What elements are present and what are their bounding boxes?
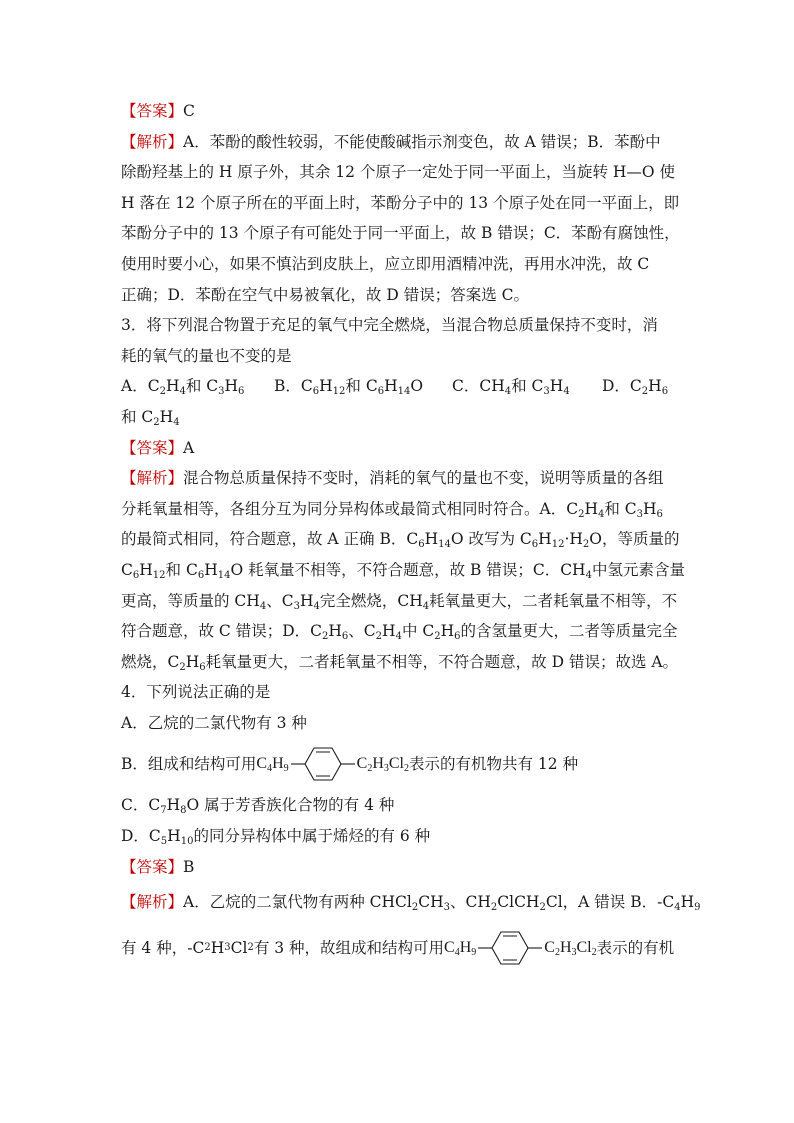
q3-analysis-line-5: 更高，等质量的 $CH_4$、$C_3H_4$完全燃烧，$CH_4$耗氧量更大，二者耗氧量不相等，不: [121, 591, 678, 612]
q4-answer: B: [183, 857, 195, 876]
q3-analysis-line-7: 燃烧，$C_2H_6$耗氧量更大，二者耗氧量不相等，不符合题意，故 D 错误；故选 A。: [121, 652, 679, 673]
q3-analysis-line-4: $C_6H_{12}$和 $C_6H_{14}O$ 耗氧量不相等，不符合题意，故 B 错误；C．$CH_4$中氢元素含量: [121, 560, 685, 581]
q2-answer: C: [183, 102, 195, 120]
q4-analysis-line-1: 【解析】A．乙烷的二氯代物有两种 $CHCl_2CH_3$、$CH_2ClCH_2Cl$，A 错误 B．$-C_4H_9$: [121, 893, 701, 914]
q2-analysis-line-2: 除酚羟基上的 H 原子外，其余 12 个原子一定处于同一平面上，当旋转 H—O 使: [121, 163, 676, 182]
q2-analysis-line-4: 苯酚分子中的 13 个原子有可能处于同一平面上，故 B 错误；C．苯酚有腐蚀性，: [121, 224, 680, 243]
q3-analysis-line-2: 分耗氧量相等，各组分互为同分异构体或最简式相同时符合。A．$C_2H_4$和 $C_3H_6$: [121, 499, 663, 520]
benzene-ring-icon: [291, 744, 355, 784]
q2-answer-line: [121, 96, 681, 127]
q4-option-b: B．组成和结构可用 $C_4H_9$ $C_2H_3Cl_2$ 表示的有机物共有 12 种: [121, 738, 681, 790]
q3-analysis-line-6: 符合题意，故 C 错误；D．$C_2H_6$、$C_2H_4$中 $C_2H_6$的含氢量更大，二者等质量完全: [121, 622, 678, 643]
q3-answer: A: [183, 438, 195, 457]
q3-option-d-cont: 和 $C_2H_4$: [121, 407, 180, 428]
q3-option-d: D．$C_2H_6$: [602, 377, 669, 398]
q2-analysis-line-3: H 落在 12 个原子所在的平面上时，苯酚分子中的 13 个原子处在同一平面上，即: [121, 193, 680, 212]
q3-option-c: C．$CH_4$和 $C_3H_4$: [452, 377, 570, 398]
q2-analysis-line-6: 正确；D．苯酚在空气中易被氧化，故 D 错误；答案选 C。: [121, 285, 529, 304]
q4-option-a: A．乙烷的二氯代物有 3 种: [121, 713, 307, 732]
right-substituent: $C_2H_3Cl_2$: [356, 755, 409, 775]
q3-stem-line-2: 耗的氧气的量也不变的是: [121, 346, 292, 365]
analysis-tag: 【解析】: [121, 132, 184, 151]
q3-answer-line: 【答案】A: [121, 438, 195, 457]
q3-stem-line-1: 3．将下列混合物置于充足的氧气中完全燃烧，当混合物总质量保持不变时，消: [121, 316, 658, 335]
q4-analysis-line-2: 有 4 种，-C 2 H 3 Cl 2 有 3 种，故组成和结构可用 $C_4H_9$ $C_2H_3Cl_2$ 表示的有机: [121, 922, 681, 974]
answer-tag: 【答案】: [121, 102, 184, 120]
benzene-ring-icon: [478, 928, 542, 968]
q4-option-c: C．$C_7H_8O$ 属于芳香族化合物的有 4 种: [121, 796, 395, 817]
q4-stem: 4．下列说法正确的是: [121, 683, 271, 702]
document-body: [121, 96, 701, 974]
q3-analysis-line-3: 的最简式相同，符合题意，故 A 正确 B．$C_6H_{14}O$ 改写为 $C_6H_{12}\cdot H_2O$，等质量的: [121, 530, 680, 551]
left-substituent: $C_4H_9$: [256, 755, 289, 775]
q4-answer-line: 【答案】B: [121, 857, 195, 876]
q2-analysis-line-5: 使用时要小心，如果不慎沾到皮肤上，应立即用酒精冲洗，再用水冲洗，故 C: [121, 254, 650, 273]
q2-analysis-line-1: 【解析】A．苯酚的酸性较弱，不能使酸碱指示剂变色，故 A 错误；B．苯酚中: [121, 132, 661, 151]
q3-options: [121, 371, 681, 402]
q3-option-b: B．$C_6H_{12}$和 $C_6H_{14}O$: [274, 377, 424, 398]
right-substituent-2: $C_2H_3Cl_2$: [544, 938, 597, 958]
left-substituent-2: $C_4H_9$: [444, 938, 477, 958]
q3-option-a: A．$C_2H_4$和 $C_3H_6$: [121, 377, 245, 398]
q4-option-d: D．$C_5H_{10}$的同分异构体中属于烯烃的有 6 种: [121, 827, 431, 848]
q3-analysis-line-1: 【解析】混合物总质量保持不变时，消耗的氧气的量也不变，说明等质量的各组: [121, 469, 664, 488]
